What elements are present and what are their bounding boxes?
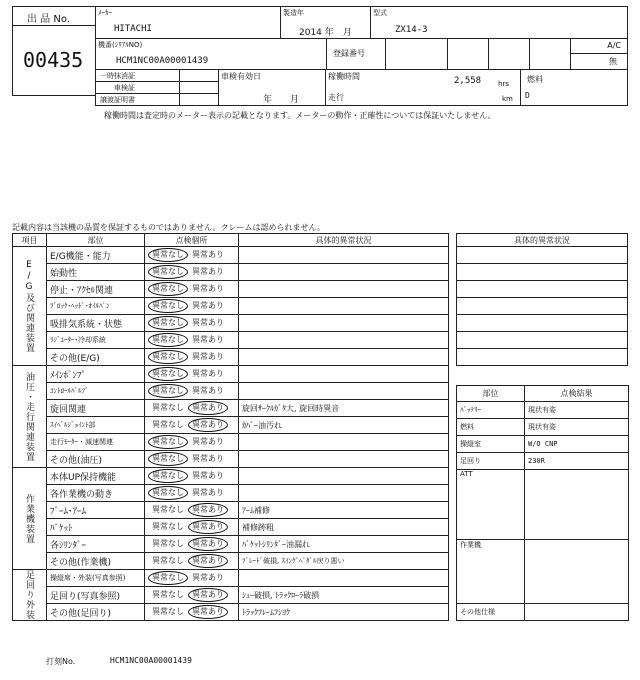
detail-text [239, 434, 449, 451]
shuppin-no-box [12, 25, 96, 96]
ac-value: 無 [609, 57, 617, 66]
inspection-row [13, 468, 449, 485]
col-item: 項目 [13, 234, 47, 247]
part-name: 吸排気系統・状態 [47, 315, 145, 332]
status-ok: 異常なし [148, 316, 188, 330]
part-name: ｽｲﾍﾞﾙｼﾞｮｲﾝﾄ部 [47, 417, 145, 434]
detail-text: ｼｭｰ破損, ﾄﾗｯｸﾛｰﾗ破損 [239, 587, 449, 604]
check-cell [145, 570, 239, 587]
transfer-cert-check [179, 93, 219, 106]
expiry-label: 車検有効日 [221, 72, 261, 81]
check-cell [145, 553, 239, 570]
inspection-row [13, 587, 449, 604]
year-cell [280, 6, 371, 39]
status-ok: 異常なし [148, 571, 188, 585]
reg-cell-1 [385, 38, 448, 70]
inspection-row [13, 383, 449, 400]
check-cell [145, 264, 239, 281]
status-ng: 異常あり [192, 284, 224, 293]
status-ok: 異常なし [148, 282, 188, 296]
serial-value: HCM1NC00A00001439 [116, 56, 209, 66]
maker-value: HITACHI [114, 24, 152, 34]
status-ng: 異常あり [192, 369, 224, 378]
side-detail-row [457, 264, 628, 281]
part-name: 始動性 [47, 264, 145, 281]
part-name: 各作業機の動き [47, 485, 145, 502]
serial-cell [95, 38, 327, 70]
model-value: ZX14-3 [395, 25, 428, 35]
reg-cell-3 [488, 38, 530, 70]
status-ok: 異常なし [152, 403, 184, 412]
ac-value-cell [570, 53, 628, 70]
inspection-row [13, 485, 449, 502]
side-detail-table [456, 233, 628, 366]
inspection-row [13, 349, 449, 366]
check-cell [145, 349, 239, 366]
result-value: W/O CNP [525, 436, 629, 453]
hrs-unit: hrs [498, 80, 509, 88]
status-ok: 異常なし [148, 486, 188, 500]
reg-cell-2 [447, 38, 489, 70]
inspection-row [13, 451, 449, 468]
claim-note: 記載内容は当該機の品質を保証するものではありません。クレームは認められません。 [12, 223, 325, 232]
status-ok: 異常なし [148, 333, 188, 347]
status-ok: 異常なし [152, 590, 184, 599]
reg-label: 登録番号 [333, 49, 365, 58]
check-cell [145, 281, 239, 298]
status-ng: 異常あり [192, 386, 224, 395]
detail-text [239, 570, 449, 587]
model-label: 型式 [373, 9, 387, 17]
check-cell [145, 366, 239, 383]
status-ok: 異常なし [148, 299, 188, 313]
status-ng: 異常あり [192, 437, 224, 446]
detail-text [239, 298, 449, 315]
group-label: 作業機装置 [13, 468, 47, 570]
inspection-row [13, 570, 449, 587]
km-unit: km [502, 95, 513, 103]
check-cell [145, 536, 239, 553]
reg-cell-4 [529, 38, 571, 70]
part-name: ﾌﾞﾛｯｸ･ﾍｯﾄﾞ･ｵｲﾙﾊﾟﾝ [47, 298, 145, 315]
inspection-row [13, 519, 449, 536]
check-cell [145, 298, 239, 315]
inspection-row [13, 298, 449, 315]
result-part: 作業機 [457, 540, 525, 604]
group-label: 油圧・走行関連装置 [13, 366, 47, 468]
check-cell [145, 383, 239, 400]
status-ng: 異常あり [188, 588, 228, 602]
status-ok: 異常なし [152, 420, 184, 429]
engraving-label: 打刻No. [46, 657, 76, 666]
inspection-row [13, 553, 449, 570]
part-name: その他(E/G) [47, 349, 145, 366]
detail-text [239, 315, 449, 332]
detail-text [239, 485, 449, 502]
inspection-row [13, 264, 449, 281]
year-value: 2014 年 月 [299, 28, 352, 38]
status-ng: 異常あり [192, 573, 224, 582]
fuel-cell [520, 69, 628, 106]
check-cell [145, 417, 239, 434]
part-name: ﾊﾞｹｯﾄ [47, 519, 145, 536]
status-ng: 異常あり [192, 335, 224, 344]
inspection-row [13, 400, 449, 417]
maker-label: ﾒｰｶｰ [98, 9, 112, 17]
result-part: その他仕様 [457, 604, 525, 621]
fuel-value: D [525, 91, 530, 100]
detail-text: ｱｰﾑ補修 [239, 502, 449, 519]
status-ng: 異常あり [192, 471, 224, 480]
result-col-part: 部位 [457, 386, 525, 402]
expiry-cell [218, 69, 326, 106]
part-name: その他(油圧) [47, 451, 145, 468]
status-ok: 異常なし [152, 556, 184, 565]
status-ok: 異常なし [148, 452, 188, 466]
hours-note: 稼働時間は査定時のメーター表示の記載となります。メーターの動作・正確性については保証いたしません。 [104, 111, 496, 120]
status-ok: 異常なし [148, 265, 188, 279]
part-name: その他(足回り) [47, 604, 145, 621]
result-value: 現状有姿 [525, 419, 629, 436]
status-ng: 異常あり [188, 401, 228, 415]
inspection-row [13, 417, 449, 434]
status-ok: 異常なし [148, 367, 188, 381]
detail-text [239, 451, 449, 468]
maker-cell [95, 6, 281, 39]
detail-text [239, 349, 449, 366]
reg-label-cell [326, 38, 386, 70]
shuppin-no: 00435 [23, 48, 84, 72]
detail-text: ﾌﾞﾚｰﾄﾞ破損, ｽｲﾝｸﾞﾍﾟﾀﾞﾙ戻り悪い [239, 553, 449, 570]
part-name: 停止・ｱｸｾﾙ関連 [47, 281, 145, 298]
side-detail-row [457, 332, 628, 349]
part-name: ﾒｲﾝﾎﾟﾝﾌﾟ [47, 366, 145, 383]
status-ng: 異常あり [192, 488, 224, 497]
side-detail-row [457, 247, 628, 264]
group-label: 足回り外装 [13, 570, 47, 621]
inspection-row [13, 536, 449, 553]
result-part: 足回り [457, 453, 525, 470]
check-cell [145, 468, 239, 485]
status-ng: 異常あり [188, 537, 228, 551]
year-label: 製造年 [283, 9, 304, 17]
detail-text: 補修跡粗 [239, 519, 449, 536]
result-part: 燃料 [457, 419, 525, 436]
detail-text [239, 281, 449, 298]
inspection-table [12, 233, 449, 621]
inspection-row [13, 281, 449, 298]
detail-text: ﾊﾞｹｯﾄｼﾘﾝﾀﾞｰ油漏れ [239, 536, 449, 553]
check-cell [145, 485, 239, 502]
side-detail-row [457, 315, 628, 332]
status-ok: 異常なし [152, 539, 184, 548]
detail-text [239, 264, 449, 281]
serial-label: 機番(ｼﾘｱﾙNO) [98, 41, 143, 49]
check-cell [145, 400, 239, 417]
status-ok: 異常なし [152, 505, 184, 514]
result-value [525, 604, 629, 621]
status-ng: 異常あり [192, 318, 224, 327]
status-ng: 異常あり [192, 267, 224, 276]
side-result-table [456, 385, 629, 621]
side-detail-row [457, 349, 628, 366]
col-part: 部位 [47, 234, 145, 247]
status-ng: 異常あり [192, 250, 224, 259]
check-cell [145, 315, 239, 332]
status-ok: 異常なし [148, 350, 188, 364]
group-label: E/G及び関連装置 [13, 247, 47, 366]
detail-text [239, 366, 449, 383]
shuppin-label-box [12, 6, 96, 26]
status-ng: 異常あり [188, 554, 228, 568]
side-detail-row [457, 298, 628, 315]
detail-text [239, 332, 449, 349]
detail-text: 旋回ｻｰｸﾙｶﾞﾀ大, 旋回時異音 [239, 400, 449, 417]
status-ng: 異常あり [192, 454, 224, 463]
result-col-result: 点検結果 [525, 386, 629, 402]
transfer-cert-label: 譲渡証明書 [100, 96, 135, 104]
inspection-row [13, 434, 449, 451]
inspection-row [13, 247, 449, 264]
status-ng: 異常あり [192, 352, 224, 361]
detail-text [239, 247, 449, 264]
col-detail: 具体的異常状況 [239, 234, 449, 247]
hours-value: 2,558 [454, 76, 482, 86]
status-ng: 異常あり [188, 503, 228, 517]
fuel-label: 燃料 [527, 75, 543, 84]
detail-text [239, 468, 449, 485]
result-part: 操縦室 [457, 436, 525, 453]
col-check: 点検個所 [145, 234, 239, 247]
check-cell [145, 247, 239, 264]
result-part: ATT [457, 470, 525, 540]
check-cell [145, 519, 239, 536]
inspection-row [13, 366, 449, 383]
result-value: 230R [525, 453, 629, 470]
part-name: 走行ﾓｰﾀｰ・減速関連 [47, 434, 145, 451]
shuppin-label: 出 品 No. [27, 14, 70, 25]
hours-label: 稼働時間 [328, 72, 360, 81]
detail-text: ｶﾊﾞｰ油汚れ [239, 417, 449, 434]
check-cell [145, 604, 239, 621]
status-ok: 異常なし [148, 384, 188, 398]
inspection-row [13, 502, 449, 519]
status-ok: 異常なし [152, 522, 184, 531]
detail-text: ﾄﾗｯｸﾌﾚｰﾑﾌｼﾖｸ [239, 604, 449, 621]
model-cell [370, 6, 628, 39]
check-cell [145, 587, 239, 604]
status-ng: 異常あり [188, 605, 228, 619]
inspection-row [13, 604, 449, 621]
ac-label-cell [570, 38, 628, 54]
status-ng: 異常あり [192, 301, 224, 310]
check-cell [145, 502, 239, 519]
inspection-row [13, 332, 449, 349]
status-ok: 異常なし [152, 607, 184, 616]
check-cell [145, 332, 239, 349]
side-detail-row [457, 281, 628, 298]
part-name: ﾗｼﾞｴｰﾀｰ･冷却系統 [47, 332, 145, 349]
ac-label: A/C [607, 41, 621, 50]
insp-cert-label: 車検証 [114, 84, 135, 92]
part-name: その他(作業機) [47, 553, 145, 570]
expiry-value: 年 月 [263, 95, 300, 105]
part-name: ｺﾝﾄﾛｰﾙﾊﾞﾙﾌﾞ [47, 383, 145, 400]
temp-permit-label: 一時抹消証 [100, 72, 135, 80]
part-name: 操縦席・外装(写真参照) [47, 570, 145, 587]
part-name: E/G機能・能力 [47, 247, 145, 264]
status-ng: 異常あり [188, 520, 228, 534]
result-part: ﾊﾞｯﾃﾘｰ [457, 402, 525, 419]
status-ok: 異常なし [148, 469, 188, 483]
result-value [525, 540, 629, 604]
side-detail-header: 具体的異常状況 [457, 234, 628, 247]
part-name: 各ｼﾘﾝﾀﾞｰ [47, 536, 145, 553]
part-name: 足回り(写真参照) [47, 587, 145, 604]
engraving-value: HCM1NC00A00001439 [110, 656, 192, 665]
run-label: 走行 [328, 93, 344, 102]
part-name: 本体UP保持機能 [47, 468, 145, 485]
transfer-cert-cell [95, 93, 180, 106]
status-ok: 異常なし [148, 248, 188, 262]
hours-cell [325, 69, 521, 106]
part-name: ﾌﾞｰﾑ･ｱｰﾑ [47, 502, 145, 519]
status-ok: 異常なし [148, 435, 188, 449]
status-ng: 異常あり [188, 418, 228, 432]
inspection-row [13, 315, 449, 332]
check-cell [145, 451, 239, 468]
detail-text [239, 383, 449, 400]
result-value [525, 470, 629, 540]
check-cell [145, 434, 239, 451]
result-value: 現状有姿 [525, 402, 629, 419]
part-name: 旋回関連 [47, 400, 145, 417]
